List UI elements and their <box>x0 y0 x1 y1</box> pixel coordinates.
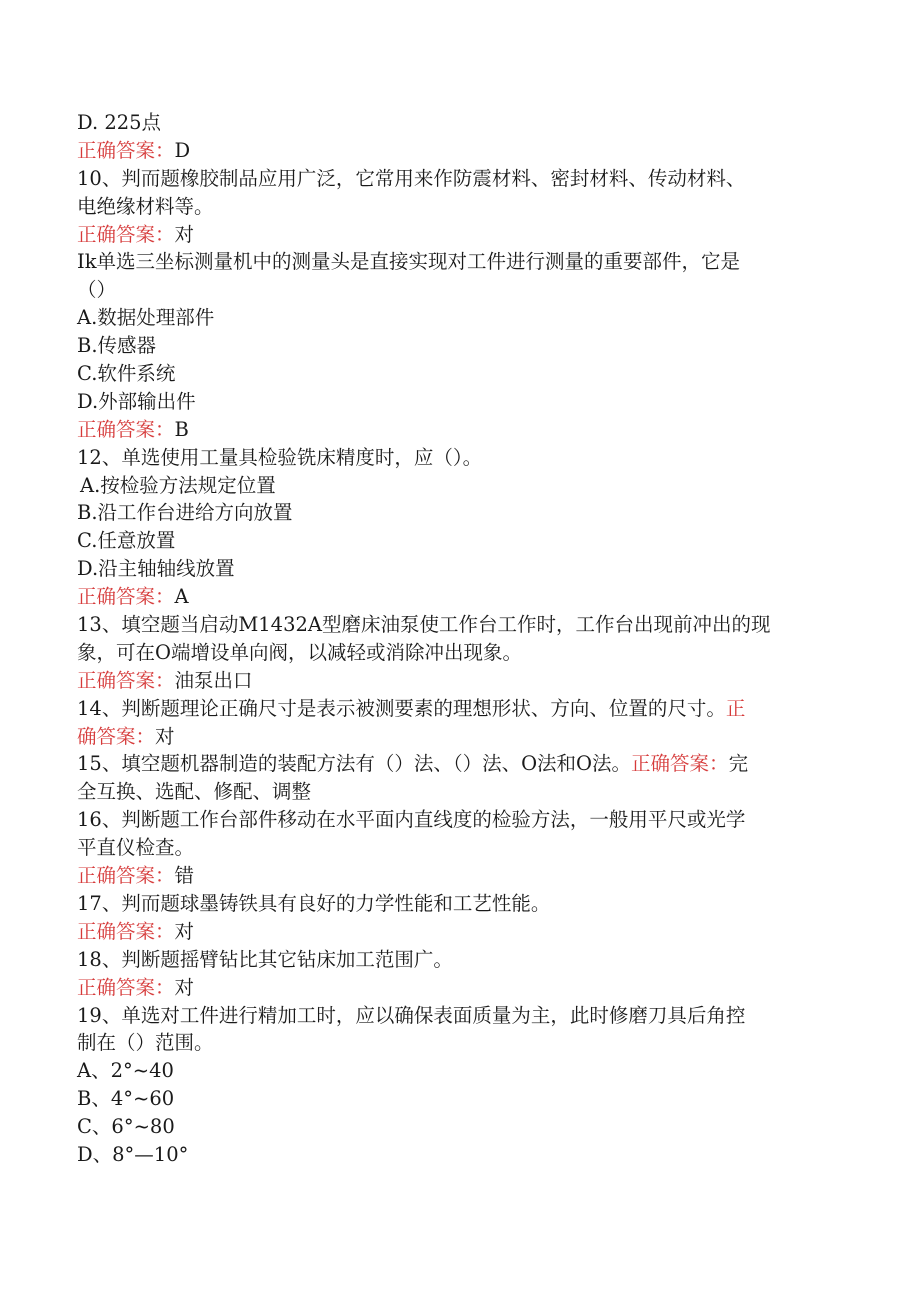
mixed-line <box>77 750 837 778</box>
line-text: B、4°~60 <box>77 1087 175 1111</box>
answer-line <box>77 221 837 249</box>
answer-value: 对 <box>174 975 195 999</box>
text-line <box>77 834 837 862</box>
answer-label: 正确答案： <box>77 864 175 888</box>
text-line <box>77 276 837 304</box>
answer-label: 正确答案： <box>631 752 729 776</box>
line-text: A.按检验方法规定位置 <box>80 473 276 497</box>
line-text: B.传感器 <box>77 334 157 358</box>
line-text: 13、填空题当启动M1432A型磨床油泵使工作台工作时，工作台出现前冲出的现 <box>77 613 771 637</box>
line-text: 18、判断题摇臂钻比其它钻床加工范围广。 <box>77 947 453 971</box>
line-text: 14、判断题理论正确尺寸是表示被测要素的理想形状、方向、位置的尺寸。 <box>77 696 726 720</box>
answer-line <box>77 583 837 611</box>
answer-line <box>77 862 837 890</box>
answer-label: 正确答案： <box>77 417 175 441</box>
text-line <box>77 555 837 583</box>
line-text: D.外部输出件 <box>77 389 196 413</box>
text-line <box>77 193 837 221</box>
text-line <box>77 946 837 974</box>
answer-value: 对 <box>174 222 195 246</box>
line-text: 全互换、选配、修配、调整 <box>77 780 312 804</box>
answer-line <box>77 723 837 751</box>
answer-value: 对 <box>174 919 195 943</box>
answer-label: 正确答案： <box>77 222 175 246</box>
answer-value: 对 <box>155 724 175 748</box>
text-line <box>77 778 837 806</box>
text-line <box>77 388 837 416</box>
line-text: （） <box>77 278 117 302</box>
line-text: D、8°—10° <box>77 1142 189 1166</box>
line-text: 16、判断题工作台部件移动在水平面内直线度的检验方法，一般用平尺或光学 <box>77 808 746 832</box>
line-text: 平直仪检查。 <box>77 836 195 860</box>
text-line <box>77 806 837 834</box>
text-line <box>77 499 837 527</box>
answer-value: 完 <box>728 752 749 776</box>
answer-value: 错 <box>174 864 195 888</box>
text-line <box>77 304 837 332</box>
answer-line <box>77 137 837 165</box>
line-text: 17、判而题球墨铸铁具有良好的力学性能和工艺性能。 <box>77 891 551 915</box>
line-text: D.沿主轴轴线放置 <box>77 557 235 581</box>
line-text: Ik单选三坐标测量机中的测量头是直接实现对工件进行测量的重要部件，它是 <box>77 250 741 274</box>
line-text: A、2°~40 <box>77 1059 174 1083</box>
answer-line <box>77 918 837 946</box>
answer-label: 正 <box>725 696 746 720</box>
answer-value: D <box>174 138 191 162</box>
answer-label: 正确答案： <box>77 919 175 943</box>
text-line <box>77 527 837 555</box>
line-text: 19、单选对工件进行精加工时，应以确保表面质量为主，此时修磨刀具后角控 <box>77 1003 746 1027</box>
text-line <box>77 1002 837 1030</box>
line-text: 电绝缘材料等。 <box>77 194 214 218</box>
line-text: C.任意放置 <box>77 529 176 553</box>
answer-value: A <box>174 585 189 609</box>
line-text: 12、单选使用工量具检验铣床精度时，应（）。 <box>77 445 483 469</box>
answer-label: 正确答案： <box>77 138 175 162</box>
text-line <box>77 890 837 918</box>
answer-label: 正确答案： <box>77 668 175 692</box>
text-line <box>77 360 837 388</box>
text-line <box>77 1057 837 1085</box>
text-line <box>77 1085 837 1113</box>
line-text: D. 225点 <box>77 111 162 134</box>
answer-line <box>77 667 837 695</box>
text-line <box>77 1113 837 1141</box>
line-text: C.软件系统 <box>77 362 176 386</box>
text-line <box>77 109 837 137</box>
answer-label: 正确答案： <box>77 975 175 999</box>
answer-label: 确答案： <box>77 724 156 748</box>
mixed-line <box>77 695 837 723</box>
text-line <box>77 165 837 193</box>
answer-label: 正确答案： <box>77 585 175 609</box>
text-line <box>77 444 837 472</box>
text-line <box>77 472 837 500</box>
text-line <box>77 332 837 360</box>
text-line <box>77 1029 837 1057</box>
line-text: C、6°~80 <box>77 1115 175 1139</box>
question-list <box>77 109 837 1169</box>
answer-value: B <box>174 417 189 441</box>
line-text: 10、判而题橡胶制品应用广泛，它常用来作防震材料、密封材料、传动材料、 <box>77 166 746 190</box>
answer-value: 油泵出口 <box>174 668 253 692</box>
text-line <box>77 248 837 276</box>
line-text: B.沿工作台进给方向放置 <box>77 501 293 525</box>
line-text: 15、填空题机器制造的装配方法有（）法、（）法、O法和O法。 <box>77 752 632 776</box>
answer-line <box>77 974 837 1002</box>
line-text: A.数据处理部件 <box>77 306 215 330</box>
text-line <box>77 639 837 667</box>
text-line <box>77 611 837 639</box>
text-line <box>77 1141 837 1169</box>
line-text: 象，可在O端增设单向阀，以减轻或消除冲出现象。 <box>77 640 522 664</box>
answer-line <box>77 416 837 444</box>
line-text: 制在（）范围。 <box>77 1031 214 1055</box>
